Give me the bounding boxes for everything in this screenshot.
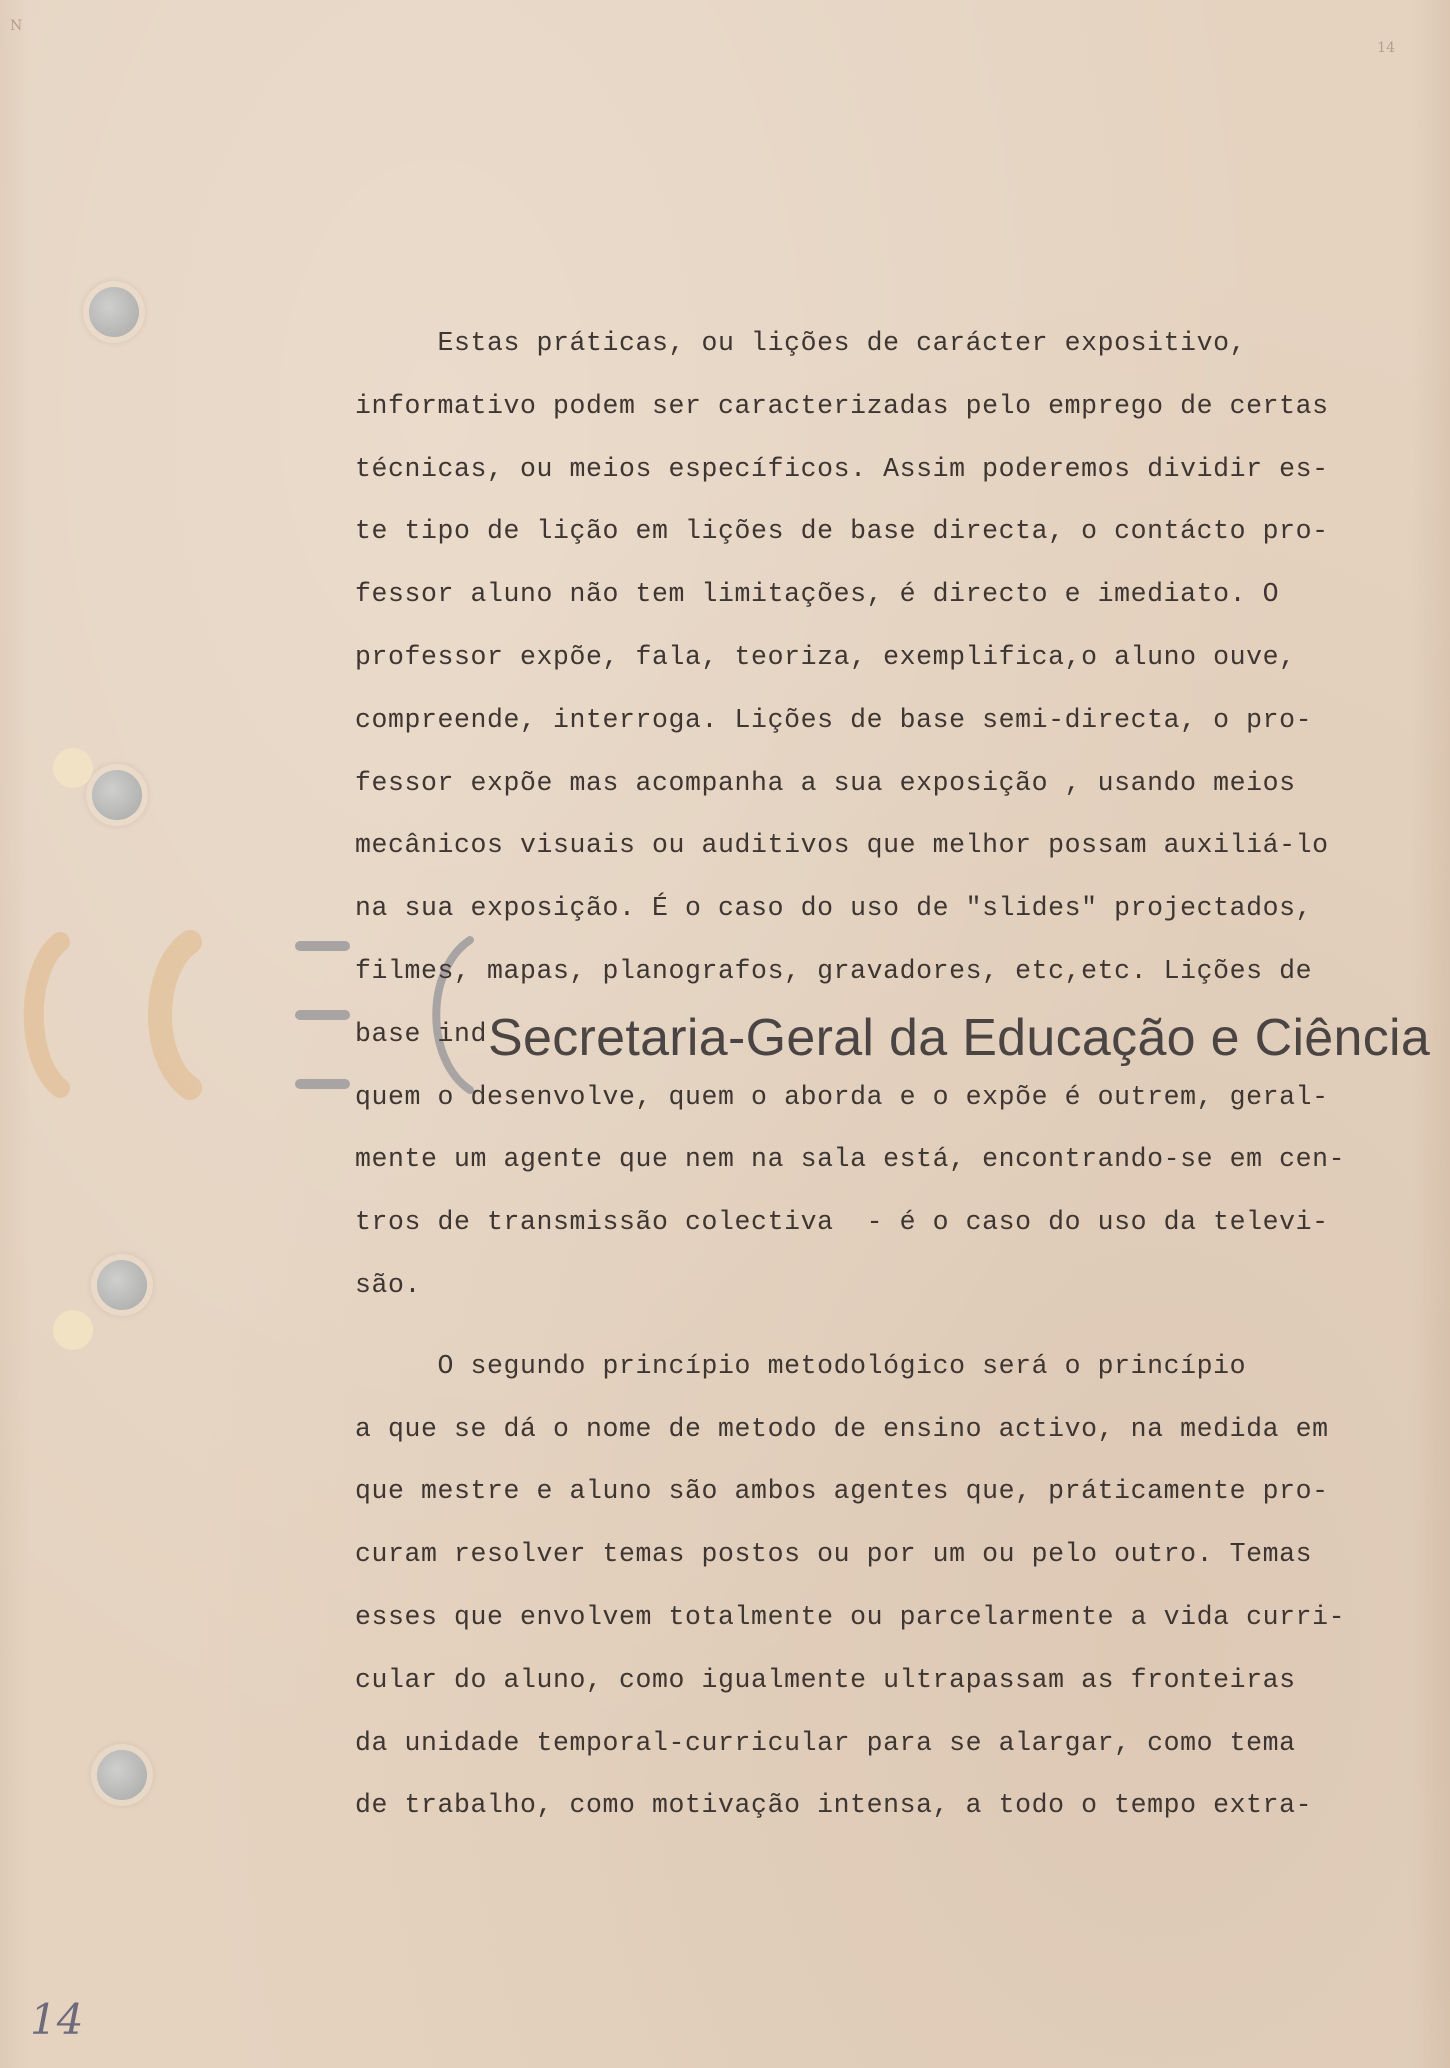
typewritten-text (355, 312, 1415, 1837)
text-line: O segundo princípio metodológico será o princípio (355, 1350, 1247, 1381)
text-line: da unidade temporal-curricular para se alargar, como tema (355, 1727, 1296, 1758)
text-line: são. (355, 1269, 422, 1300)
text-line: fessor aluno não tem limitações, é directo e imediato. O (355, 579, 1280, 610)
text-line: mecânicos visuais ou auditivos que melhor possam auxiliá-lo (355, 830, 1329, 861)
text-line: mente um agente que nem na sala está, encontrando-se em cen- (355, 1144, 1346, 1175)
text-line: te tipo de lição em lições de base directa, o contácto pro- (355, 516, 1329, 547)
text-line: base ind (355, 1018, 488, 1049)
punch-hole (97, 1260, 147, 1310)
watermark-logo-bracket (34, 942, 60, 1088)
text-line: Estas práticas, ou lições de carácter expositivo, (355, 328, 1247, 358)
paragraph-2 (355, 1335, 1415, 1837)
watermark-text: Secretaria-Geral da Educação e Ciência (488, 1009, 1431, 1067)
text-line: que mestre e aluno são ambos agentes que, práticamente pro- (355, 1476, 1329, 1507)
text-line: de trabalho, como motivação intensa, a todo o tempo extra- (355, 1790, 1313, 1821)
text-line: técnicas, ou meios específicos. Assim poderemos dividir es- (355, 453, 1329, 484)
text-line: a que se dá o nome de metodo de ensino activo, na medida em (355, 1413, 1329, 1444)
punch-hole (92, 770, 142, 820)
text-line: na sua exposição. É o caso do uso de "slides" projectados, (355, 893, 1313, 924)
text-line: fessor expõe mas acompanha a sua exposição , usando meios (355, 767, 1296, 798)
text-line: tros de transmissão colectiva - é o caso do uso da televi- (355, 1207, 1329, 1238)
text-line: informativo podem ser caracterizadas pelo emprego de certas (355, 390, 1329, 421)
ghost-punch-hole (53, 1310, 93, 1350)
watermark-logo-bracket (160, 942, 190, 1088)
corner-mark-right: 14 (1377, 40, 1395, 56)
corner-mark-left: N (10, 18, 23, 34)
page-number: 14 (30, 1995, 84, 2044)
text-line: esses que envolvem totalmente ou parcelarmente a vida curri- (355, 1601, 1346, 1632)
paragraph-1 (355, 312, 1415, 1317)
punch-hole (89, 287, 139, 337)
punch-hole (97, 1750, 147, 1800)
ghost-punch-hole (53, 748, 93, 788)
text-line: professor expõe, fala, teoriza, exemplifica,o aluno ouve, (355, 641, 1296, 672)
text-line: curam resolver temas postos ou por um ou pelo outro. Temas (355, 1539, 1313, 1570)
text-line: quem o desenvolve, quem o aborda e o expõe é outrem, geral- (355, 1081, 1329, 1112)
text-line: filmes, mapas, planografos, gravadores, etc,etc. Lições de (355, 955, 1313, 986)
text-line: compreende, interroga. Lições de base semi-directa, o pro- (355, 704, 1313, 735)
text-line: cular do aluno, como igualmente ultrapassam as fronteiras (355, 1664, 1296, 1695)
